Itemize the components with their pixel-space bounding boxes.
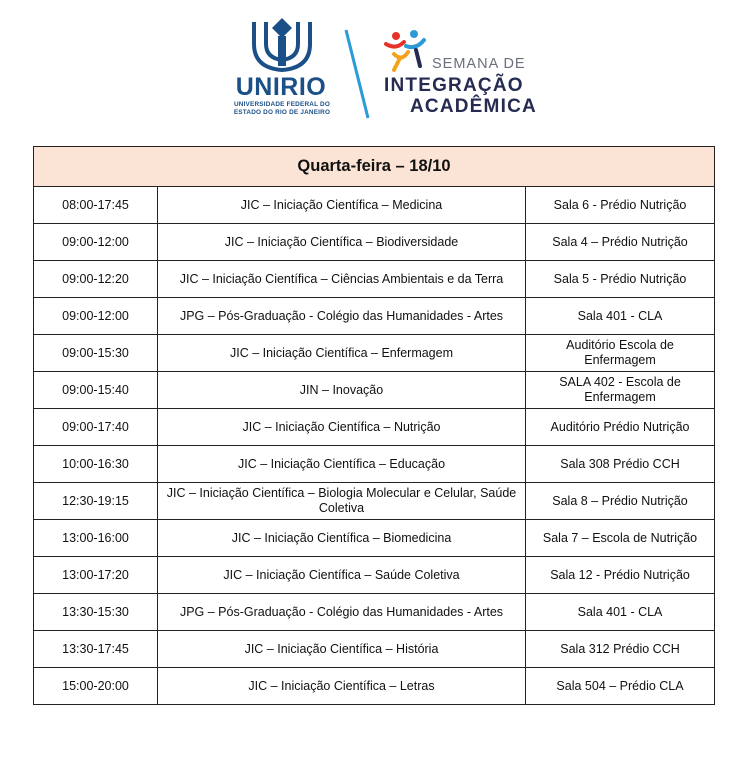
event-cell: JIC – Iniciação Científica – Medicina (158, 187, 526, 224)
schedule-table (33, 146, 715, 705)
event-cell: JIC – Iniciação Científica – Saúde Coletiva (158, 557, 526, 594)
table-row (34, 224, 715, 261)
table-row (34, 557, 715, 594)
unirio-subtitle (226, 101, 338, 117)
table-row (34, 631, 715, 668)
unirio-wordmark: UNIRIO (235, 73, 327, 101)
table-row (34, 409, 715, 446)
event-cell: JIC – Iniciação Científica – Biodiversidade (158, 224, 526, 261)
event-cell: JIC – Iniciação Científica – Nutrição (158, 409, 526, 446)
time-cell: 08:00-17:45 (34, 187, 158, 224)
location-cell: Sala 7 – Escola de Nutrição (526, 520, 715, 557)
day-header-row (34, 147, 715, 187)
event-cell: JIC – Iniciação Científica – Enfermagem (158, 335, 526, 372)
location-cell: SALA 402 - Escola de Enfermagem (526, 372, 715, 409)
unirio-subtitle-line1: UNIVERSIDADE FEDERAL DO (233, 101, 331, 108)
table-row (34, 298, 715, 335)
table-row (34, 446, 715, 483)
event-cell: JIC – Iniciação Científica – Ciências Ambientais e da Terra (158, 261, 526, 298)
time-cell: 09:00-12:00 (34, 298, 158, 335)
day-title: Quarta-feira – 18/10 (34, 147, 715, 187)
location-cell: Sala 12 - Prédio Nutrição (526, 557, 715, 594)
schedule-body (34, 147, 715, 705)
table-row (34, 372, 715, 409)
location-cell: Sala 8 – Prédio Nutrição (526, 483, 715, 520)
time-cell: 09:00-15:30 (34, 335, 158, 372)
table-row (34, 335, 715, 372)
time-cell: 09:00-15:40 (34, 372, 158, 409)
semana-integracao-people-icon (380, 28, 432, 74)
event-cell: JIC – Iniciação Científica – Letras (158, 668, 526, 705)
event-cell: JIC – Iniciação Científica – Biomedicina (158, 520, 526, 557)
table-row (34, 261, 715, 298)
location-cell: Sala 6 - Prédio Nutrição (526, 187, 715, 224)
location-cell: Sala 5 - Prédio Nutrição (526, 261, 715, 298)
table-row (34, 668, 715, 705)
event-logo-line2: INTEGRAÇÃO (384, 75, 524, 96)
page-header (0, 0, 741, 130)
location-cell: Sala 312 Prédio CCH (526, 631, 715, 668)
table-row (34, 520, 715, 557)
time-cell: 09:00-12:20 (34, 261, 158, 298)
table-row (34, 187, 715, 224)
event-cell: JPG – Pós-Graduação - Colégio das Humanidades - Artes (158, 594, 526, 631)
time-cell: 09:00-12:00 (34, 224, 158, 261)
location-cell: Sala 4 – Prédio Nutrição (526, 224, 715, 261)
table-row (34, 594, 715, 631)
time-cell: 09:00-17:40 (34, 409, 158, 446)
location-cell: Sala 401 - CLA (526, 298, 715, 335)
event-cell: JPG – Pós-Graduação - Colégio das Humanidades - Artes (158, 298, 526, 335)
event-cell: JIC – Iniciação Científica – História (158, 631, 526, 668)
time-cell: 13:00-17:20 (34, 557, 158, 594)
logo-divider (340, 28, 380, 120)
time-cell: 12:30-19:15 (34, 483, 158, 520)
table-row (34, 483, 715, 520)
location-cell: Sala 308 Prédio CCH (526, 446, 715, 483)
location-cell: Auditório Prédio Nutrição (526, 409, 715, 446)
event-logo-line3: ACADÊMICA (410, 96, 537, 117)
event-cell: JIN – Inovação (158, 372, 526, 409)
unirio-subtitle-line2: ESTADO DO RIO DE JANEIRO (233, 109, 331, 116)
time-cell: 13:00-16:00 (34, 520, 158, 557)
time-cell: 13:30-15:30 (34, 594, 158, 631)
time-cell: 13:30-17:45 (34, 631, 158, 668)
time-cell: 10:00-16:30 (34, 446, 158, 483)
location-cell: Sala 401 - CLA (526, 594, 715, 631)
event-cell: JIC – Iniciação Científica – Educação (158, 446, 526, 483)
event-cell: JIC – Iniciação Científica – Biologia Molecular e Celular, Saúde Coletiva (158, 483, 526, 520)
location-cell: Sala 504 – Prédio CLA (526, 668, 715, 705)
time-cell: 15:00-20:00 (34, 668, 158, 705)
location-cell: Auditório Escola de Enfermagem (526, 335, 715, 372)
event-logo-line1: SEMANA DE (432, 56, 526, 72)
